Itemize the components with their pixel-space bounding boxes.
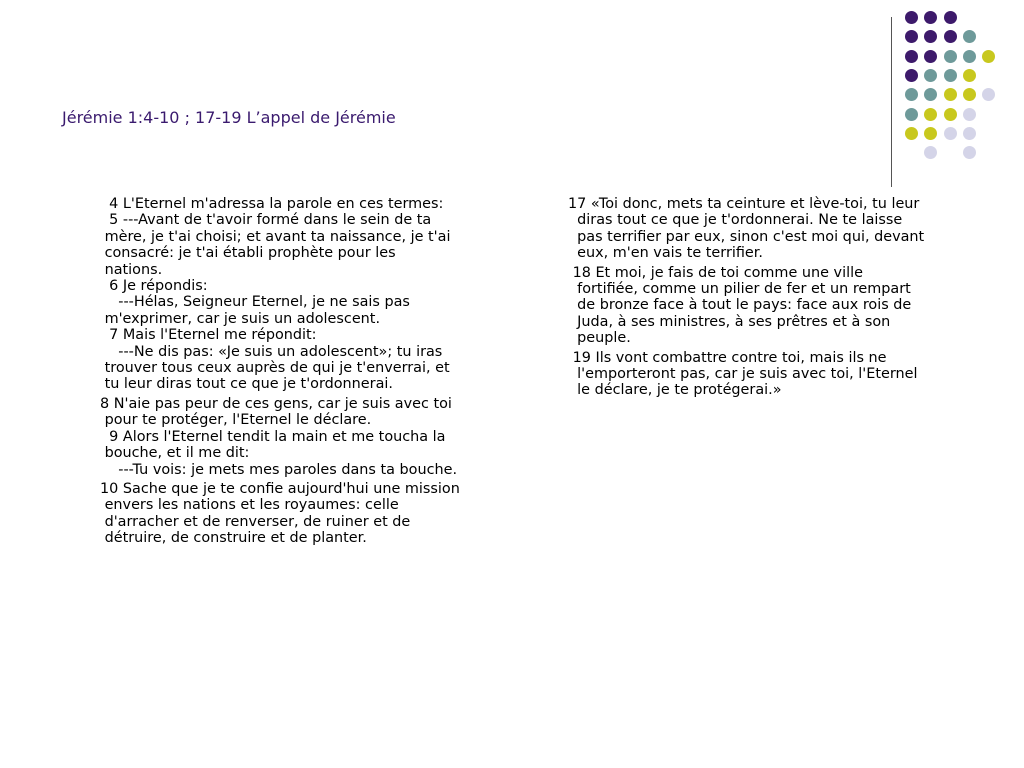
left-column-paragraph [100,196,500,393]
decorative-dot [944,108,957,121]
text-line: ---Ne dis pas: «Je suis un adolescent»; tu iras [100,343,443,360]
text-line: 6 Je répondis: [100,278,208,295]
decorative-dot-grid [905,11,1005,171]
text-line: 17 «Toi donc, mets ta ceinture et lève-toi, tu leur [568,196,920,212]
left-column-paragraph [100,396,500,478]
right-column-paragraph [568,265,968,347]
left-text-column [100,196,500,550]
text-line: ---Tu vois: je mets mes paroles dans ta bouche. [100,461,458,478]
decorative-dot [924,146,937,159]
decorative-dot [924,30,937,43]
decorative-dot [905,50,918,63]
decorative-dot [963,127,976,140]
text-line: 7 Mais l'Eternel me répondit: [100,327,317,344]
decorative-dot [924,69,937,82]
decorative-dot [924,50,937,63]
decorative-dot [924,127,937,140]
text-line: 9 Alors l'Eternel tendit la main et me toucha la [100,428,446,445]
left-column-paragraph [100,481,500,547]
decorative-dot [924,11,937,24]
decorative-dot [944,127,957,140]
slide-title: Jérémie 1:4-10 ; 17-19 L’appel de Jérémie [62,108,396,127]
text-line: de bronze face à tout le pays: face aux rois de [568,297,912,314]
decorative-dot [905,30,918,43]
text-line: 4 L'Eternel m'adressa la parole en ces termes: [100,196,444,212]
text-line: 19 Ils vont combattre contre toi, mais ils ne [568,349,887,366]
text-line: eux, m'en vais te terrifier. [568,245,763,262]
decorative-dot [963,88,976,101]
decorative-dot [924,88,937,101]
text-line: m'exprimer, car je suis un adolescent. [100,310,381,327]
text-line: le déclare, je te protégerai.» [568,382,782,399]
vertical-divider [891,17,892,187]
text-line: Juda, à ses ministres, à ses prêtres et à son [568,313,891,330]
text-line: 10 Sache que je te confie aujourd'hui une mission [100,480,460,497]
decorative-dot [905,11,918,24]
decorative-dot [982,50,995,63]
text-line: nations. [100,261,163,278]
decorative-dot [905,127,918,140]
text-line: l'emporteront pas, car je suis avec toi, l'Eternel [568,366,918,383]
decorative-dot [944,11,957,24]
right-text-column [568,196,968,402]
decorative-dot [944,30,957,43]
text-line: d'arracher et de renverser, de ruiner et de [100,513,411,530]
decorative-dot [963,30,976,43]
decorative-dot [905,88,918,101]
text-line: diras tout ce que je t'ordonnerai. Ne te laisse [568,212,903,229]
text-line: 5 ---Avant de t'avoir formé dans le sein de ta [100,212,432,229]
text-line: consacré: je t'ai établi prophète pour les [100,245,396,262]
text-line: ---Hélas, Seigneur Eternel, je ne sais pas [100,294,410,311]
text-line: trouver tous ceux auprès de qui je t'enverrai, et [100,360,450,377]
right-column-paragraph [568,350,968,399]
decorative-dot [924,108,937,121]
decorative-dot [944,69,957,82]
decorative-dot [944,50,957,63]
decorative-dot [905,69,918,82]
decorative-dot [963,108,976,121]
text-line: mère, je t'ai choisi; et avant ta naissance, je t'ai [100,228,451,245]
text-line: envers les nations et les royaumes: celle [100,497,399,514]
text-line: 8 N'aie pas peur de ces gens, car je suis avec toi [100,395,452,412]
text-line: tu leur diras tout ce que je t'ordonnerai. [100,376,393,393]
decorative-dot [944,88,957,101]
text-line: détruire, de construire et de planter. [100,530,367,547]
decorative-dot [982,88,995,101]
text-line: peuple. [568,330,631,347]
decorative-dot [963,69,976,82]
text-line: 18 Et moi, je fais de toi comme une ville [568,264,863,281]
text-line: bouche, et il me dit: [100,445,250,462]
right-column-paragraph [568,196,968,262]
decorative-dot [963,50,976,63]
text-line: fortifiée, comme un pilier de fer et un rempart [568,281,911,298]
text-line: pas terrifier par eux, sinon c'est moi qui, devant [568,228,925,245]
text-line: pour te protéger, l'Eternel le déclare. [100,412,372,429]
decorative-dot [963,146,976,159]
decorative-dot [905,108,918,121]
